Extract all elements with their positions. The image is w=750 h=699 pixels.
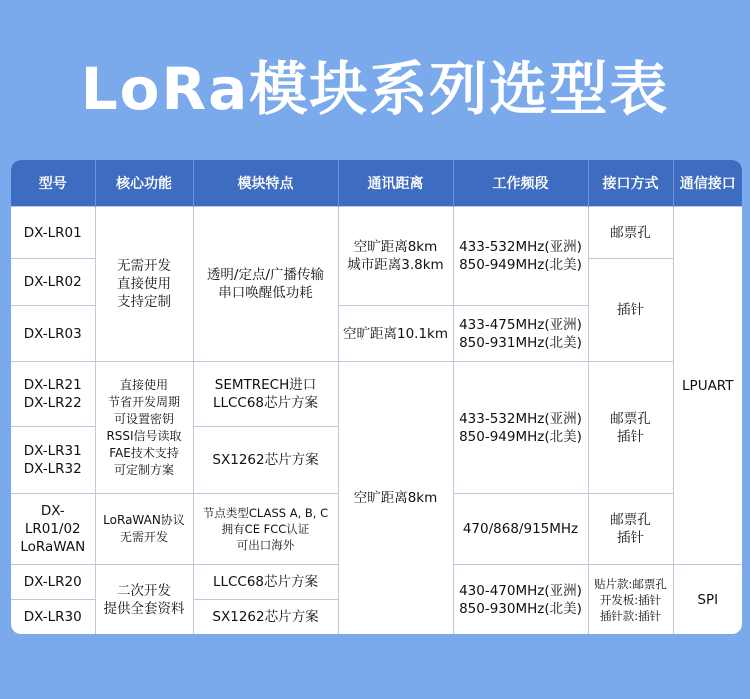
header-distance: 通讯距离: [338, 160, 453, 207]
table-row: [11, 207, 742, 259]
comm-interface-cell: LPUART: [673, 207, 742, 565]
model-cell: DX-LR30: [11, 600, 95, 635]
feature-cell: SX1262芯片方案: [193, 600, 338, 635]
frequency-cell: 430-470MHz(亚洲) 850-930MHz(北美): [453, 565, 588, 635]
frequency-cell: 470/868/915MHz: [453, 494, 588, 565]
core-function-cell: 直接使用 节省开发周期 可设置密钥 RSSI信号读取 FAE技术支持 可定制方案: [95, 362, 193, 494]
frequency-cell: 433-475MHz(亚洲) 850-931MHz(北美): [453, 306, 588, 362]
feature-cell: SX1262芯片方案: [193, 427, 338, 494]
interface-cell: 邮票孔 插针: [588, 362, 673, 494]
frequency-cell: 433-532MHz(亚洲) 850-949MHz(北美): [453, 362, 588, 494]
model-cell: DX-LR03: [11, 306, 95, 362]
header-core-function: 核心功能: [95, 160, 193, 207]
model-cell: DX-LR21 DX-LR22: [11, 362, 95, 427]
feature-cell: 透明/定点/广播传输 串口唤醒低功耗: [193, 207, 338, 362]
core-function-cell: LoRaWAN协议 无需开发: [95, 494, 193, 565]
table-header-row: [11, 160, 742, 207]
interface-cell: 邮票孔 插针: [588, 494, 673, 565]
interface-cell: 邮票孔: [588, 207, 673, 259]
header-module-features: 模块特点: [193, 160, 338, 207]
model-cell: DX-LR31 DX-LR32: [11, 427, 95, 494]
model-cell: DX-LR02: [11, 259, 95, 306]
table-row: [11, 362, 742, 427]
model-cell: DX-LR01: [11, 207, 95, 259]
interface-cell: 贴片款:邮票孔 开发板:插针 插针款:插针: [588, 565, 673, 635]
header-comm-interface: 通信接口: [673, 160, 742, 207]
model-cell: DX-LR01/02 LoRaWAN: [11, 494, 95, 565]
distance-cell: 空旷距离8km 城市距离3.8km: [338, 207, 453, 306]
interface-cell: 插针: [588, 259, 673, 362]
header-model: 型号: [11, 160, 95, 207]
feature-cell: SEMTRECH进口 LLCC68芯片方案: [193, 362, 338, 427]
frequency-cell: 433-532MHz(亚洲) 850-949MHz(北美): [453, 207, 588, 306]
selection-table: [11, 160, 742, 634]
header-frequency: 工作频段: [453, 160, 588, 207]
comm-interface-cell: SPI: [673, 565, 742, 635]
model-cell: DX-LR20: [11, 565, 95, 600]
distance-cell: 空旷距离10.1km: [338, 306, 453, 362]
page-title: LoRa模块系列选型表: [80, 55, 670, 123]
feature-cell: LLCC68芯片方案: [193, 565, 338, 600]
header-interface-type: 接口方式: [588, 160, 673, 207]
feature-cell: 节点类型CLASS A, B, C 拥有CE FCC认证 可出口海外: [193, 494, 338, 565]
core-function-cell: 无需开发 直接使用 支持定制: [95, 207, 193, 362]
core-function-cell: 二次开发 提供全套资料: [95, 565, 193, 635]
distance-cell: 空旷距离8km: [338, 362, 453, 635]
